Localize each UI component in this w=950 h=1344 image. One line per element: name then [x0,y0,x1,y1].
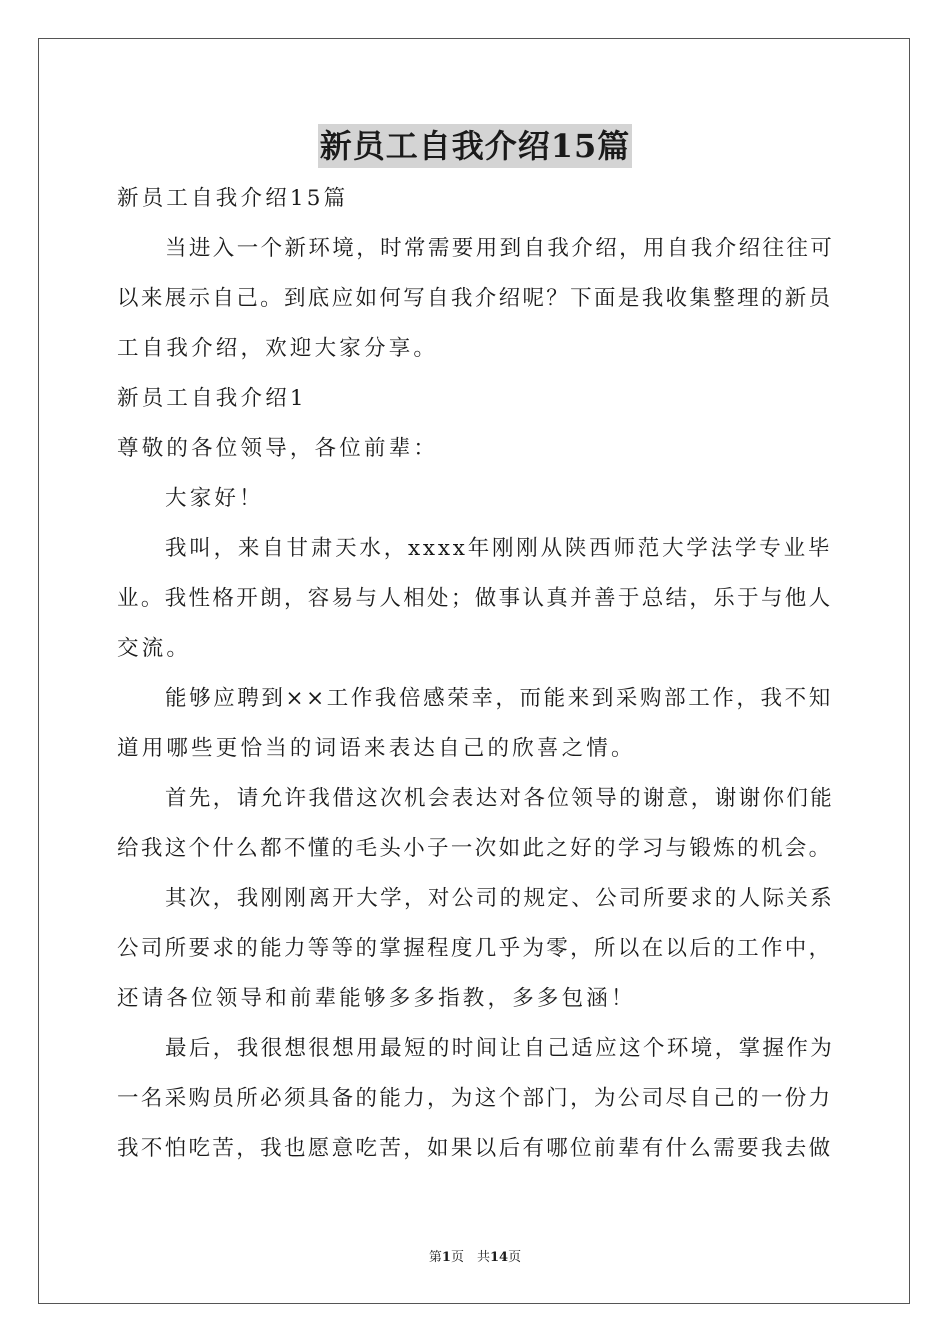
salutation-line: 尊敬的各位领导，各位前辈： [117,436,439,461]
footer-suffix: 页 [508,1250,522,1265]
paragraph-line: 以来展示自己。到底应如何写自我介绍呢？下面是我收集整理的新员 [117,286,833,311]
paragraph-line: 能够应聘到××工作我倍感荣幸，而能来到采购部工作，我不知 [165,686,833,711]
paragraph-line: 其次，我刚刚离开大学，对公司的规定、公司所要求的人际关系 [165,886,835,911]
current-page-number: 1 [441,1250,451,1265]
footer-mid: 页 共 [450,1250,490,1265]
document-body [117,174,837,1174]
paragraph-line: 我不怕吃苦，我也愿意吃苦，如果以后有哪位前辈有什么需要我去做 [117,1136,833,1161]
page-footer [0,1246,950,1265]
paragraph-line: 还请各位领导和前辈能够多多指教，多多包涵！ [117,986,636,1011]
paragraph-line: 首先，请允许我借这次机会表达对各位领导的谢意，谢谢你们能 [165,786,835,811]
title-container [0,124,950,168]
document-title: 新员工自我介绍15篇 [318,124,633,168]
paragraph-line: 给我这个什么都不懂的毛头小子一次如此之好的学习与锻炼的机会。 [117,836,833,861]
paragraph-line: 工自我介绍，欢迎大家分享。 [117,336,439,361]
paragraph-line: 道用哪些更恰当的词语来表达自己的欣喜之情。 [117,736,636,761]
greeting-line: 大家好！ [165,486,264,511]
paragraph-line: 我叫，来自甘肃天水，xxxx年刚刚从陕西师范大学法学专业毕 [165,536,833,561]
footer-prefix: 第 [428,1250,442,1265]
total-page-number: 14 [489,1250,509,1265]
paragraph-line: 公司所要求的能力等等的掌握程度几乎为零，所以在以后的工作中， [117,936,833,961]
paragraph-line: 交流。 [117,636,192,661]
paragraph-line: 当进入一个新环境，时常需要用到自我介绍，用自我介绍往往可 [165,236,835,261]
paragraph-line: 一名采购员所必须具备的能力，为这个部门，为公司尽自己的一份力 [117,1086,833,1111]
section-heading: 新员工自我介绍1 [117,386,307,411]
paragraph-line: 业。我性格开朗，容易与人相处；做事认真并善于总结，乐于与他人 [117,586,833,611]
subtitle-line: 新员工自我介绍15篇 [117,186,349,211]
paragraph-line: 最后，我很想很想用最短的时间让自己适应这个环境，掌握作为 [165,1036,835,1061]
